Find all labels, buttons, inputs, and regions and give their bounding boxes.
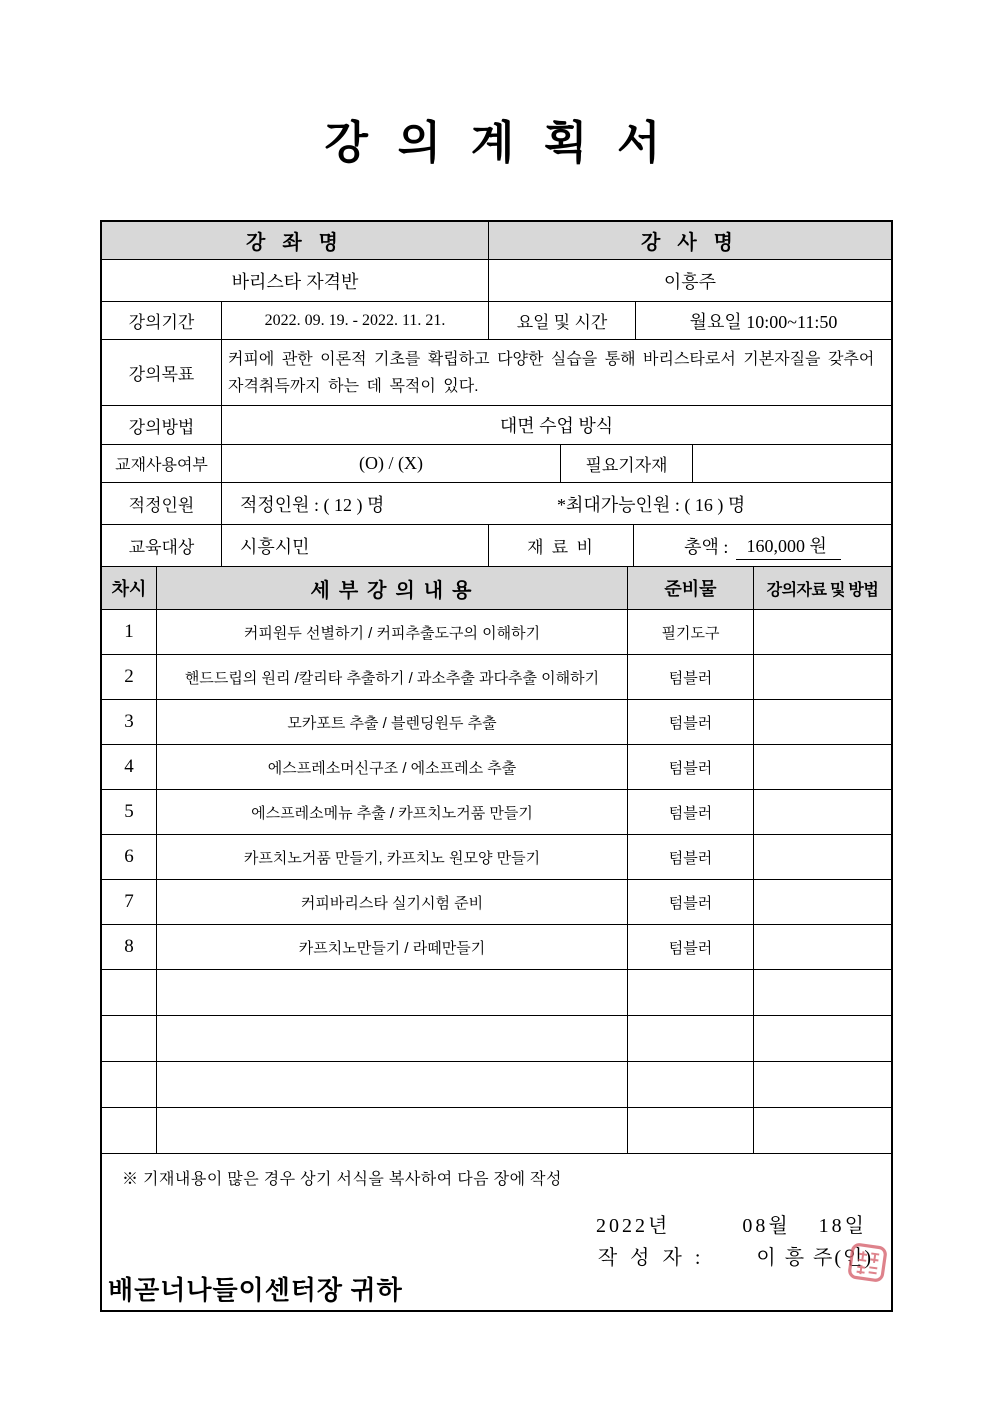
table-row xyxy=(102,525,891,567)
session-method xyxy=(754,925,891,970)
table-row xyxy=(102,745,891,790)
target-value: 시흥시민 xyxy=(222,525,489,567)
session-materials: 텀블러 xyxy=(628,835,754,880)
session-number xyxy=(102,1108,157,1154)
session-method xyxy=(754,610,891,655)
session-materials: 텀블러 xyxy=(628,655,754,700)
session-number: 3 xyxy=(102,700,157,745)
capacity-label: 적정인원 xyxy=(102,483,222,525)
equipment-value xyxy=(693,445,891,483)
fee-label: 재 료 비 xyxy=(489,525,634,567)
table-row-header xyxy=(102,222,891,260)
date-year: 2022년 xyxy=(596,1215,671,1237)
session-content xyxy=(157,1062,628,1108)
session-number: 5 xyxy=(102,790,157,835)
method-value: 대면 수업 방식 xyxy=(222,406,891,445)
goal-label: 강의목표 xyxy=(102,340,222,406)
recipient-line: 배곧너나들이센터장 귀하 xyxy=(108,1276,403,1305)
fee-total-cell xyxy=(634,525,891,567)
instructor-name-value: 이흥주 xyxy=(489,260,891,302)
session-materials xyxy=(628,1062,754,1108)
session-method xyxy=(754,970,891,1016)
session-materials: 텀블러 xyxy=(628,880,754,925)
day-time-value: 월요일 10:00~11:50 xyxy=(636,302,891,340)
table-row xyxy=(102,302,891,340)
materials-header: 준비물 xyxy=(628,567,754,610)
course-name-value: 바리스타 자격반 xyxy=(102,260,489,302)
session-method xyxy=(754,700,891,745)
session-method xyxy=(754,835,891,880)
session-method xyxy=(754,880,891,925)
session-content: 에스프레소머신구조 / 에소프레소 추출 xyxy=(157,745,628,790)
session-content: 커피원두 선별하기 / 커피추출도구의 이해하기 xyxy=(157,610,628,655)
table-row xyxy=(102,260,891,302)
period-value: 2022. 09. 19. - 2022. 11. 21. xyxy=(222,302,489,340)
table-row xyxy=(102,790,891,835)
capacity-cell xyxy=(222,483,891,525)
table-row xyxy=(102,835,891,880)
table-row-empty xyxy=(102,970,891,1016)
session-content xyxy=(157,1108,628,1154)
session-content: 커피바리스타 실기시험 준비 xyxy=(157,880,628,925)
textbook-value: (O) / (X) xyxy=(222,445,561,483)
session-content xyxy=(157,970,628,1016)
day-time-label: 요일 및 시간 xyxy=(489,302,636,340)
instructor-name-header: 강 사 명 xyxy=(489,222,891,260)
table-row-empty xyxy=(102,1016,891,1062)
table-row xyxy=(102,700,891,745)
session-content: 모카포트 추출 / 블렌딩원두 추출 xyxy=(157,700,628,745)
date-day: 18일 xyxy=(818,1215,867,1237)
writer-name: 이 흥 주(인) xyxy=(756,1247,873,1269)
table-row-empty xyxy=(102,1062,891,1108)
session-number: 4 xyxy=(102,745,157,790)
table-row xyxy=(102,610,891,655)
target-label: 교육대상 xyxy=(102,525,222,567)
fee-total-value: 160,000 원 xyxy=(736,532,840,560)
method-header: 강의자료 및 방법 xyxy=(754,567,891,610)
session-content: 에스프레소메뉴 추출 / 카프치노거품 만들기 xyxy=(157,790,628,835)
session-content xyxy=(157,1016,628,1062)
session-method xyxy=(754,745,891,790)
lecture-plan-table xyxy=(100,220,893,1312)
writer-label: 작 성 자 : xyxy=(597,1247,705,1269)
table-row xyxy=(102,340,891,406)
capacity-max-value: *최대가능인원 : ( 16 ) 명 xyxy=(557,494,746,515)
fee-total-label: 총액 : xyxy=(684,536,729,557)
copy-instruction-note: ※ 기재내용이 많은 경우 상기 서식을 복사하여 다음 장에 작성 xyxy=(122,1171,562,1188)
session-materials: 텀블러 xyxy=(628,925,754,970)
session-content: 카프치노만들기 / 라떼만들기 xyxy=(157,925,628,970)
session-method xyxy=(754,1016,891,1062)
session-method xyxy=(754,1108,891,1154)
table-row xyxy=(102,483,891,525)
footer-row xyxy=(102,1154,891,1310)
table-row xyxy=(102,406,891,445)
writer-line xyxy=(598,1241,873,1270)
equipment-label: 필요기자재 xyxy=(561,445,693,483)
session-number xyxy=(102,1062,157,1108)
method-label: 강의방법 xyxy=(102,406,222,445)
course-name-header: 강 좌 명 xyxy=(102,222,489,260)
session-number: 2 xyxy=(102,655,157,700)
session-method xyxy=(754,655,891,700)
session-method xyxy=(754,1062,891,1108)
session-materials xyxy=(628,970,754,1016)
session-number: 6 xyxy=(102,835,157,880)
session-materials xyxy=(628,1108,754,1154)
session-method xyxy=(754,790,891,835)
goal-value: 커피에 관한 이론적 기초를 확립하고 다양한 실습을 통해 바리스타로서 기본자질을 갖추어 자격취득까지 하는 데 목적이 있다. xyxy=(222,340,891,406)
session-number: 1 xyxy=(102,610,157,655)
date-month: 08월 xyxy=(742,1215,791,1237)
table-row xyxy=(102,880,891,925)
detail-header-row xyxy=(102,567,891,610)
session-number: 8 xyxy=(102,925,157,970)
table-row xyxy=(102,445,891,483)
period-label: 강의기간 xyxy=(102,302,222,340)
capacity-value: 적정인원 : ( 12 ) 명 xyxy=(240,494,385,515)
session-materials: 텀블러 xyxy=(628,745,754,790)
table-row xyxy=(102,655,891,700)
session-content: 카프치노거품 만들기, 카프치노 원모양 만들기 xyxy=(157,835,628,880)
written-date xyxy=(596,1209,867,1238)
page-title: 강 의 계 획 서 xyxy=(324,116,668,169)
session-materials: 필기도구 xyxy=(628,610,754,655)
session-number xyxy=(102,1016,157,1062)
textbook-label: 교재사용여부 xyxy=(102,445,222,483)
session-materials: 텀블러 xyxy=(628,700,754,745)
table-row xyxy=(102,925,891,970)
session-content: 핸드드립의 원리 /칼리타 추출하기 / 과소추출 과다추출 이해하기 xyxy=(157,655,628,700)
footer-cell xyxy=(102,1154,891,1310)
content-header: 세 부 강 의 내 용 xyxy=(157,567,628,610)
session-materials: 텀블러 xyxy=(628,790,754,835)
session-number xyxy=(102,970,157,1016)
session-materials xyxy=(628,1016,754,1062)
session-header: 차시 xyxy=(102,567,157,610)
session-number: 7 xyxy=(102,880,157,925)
table-row-empty xyxy=(102,1108,891,1154)
